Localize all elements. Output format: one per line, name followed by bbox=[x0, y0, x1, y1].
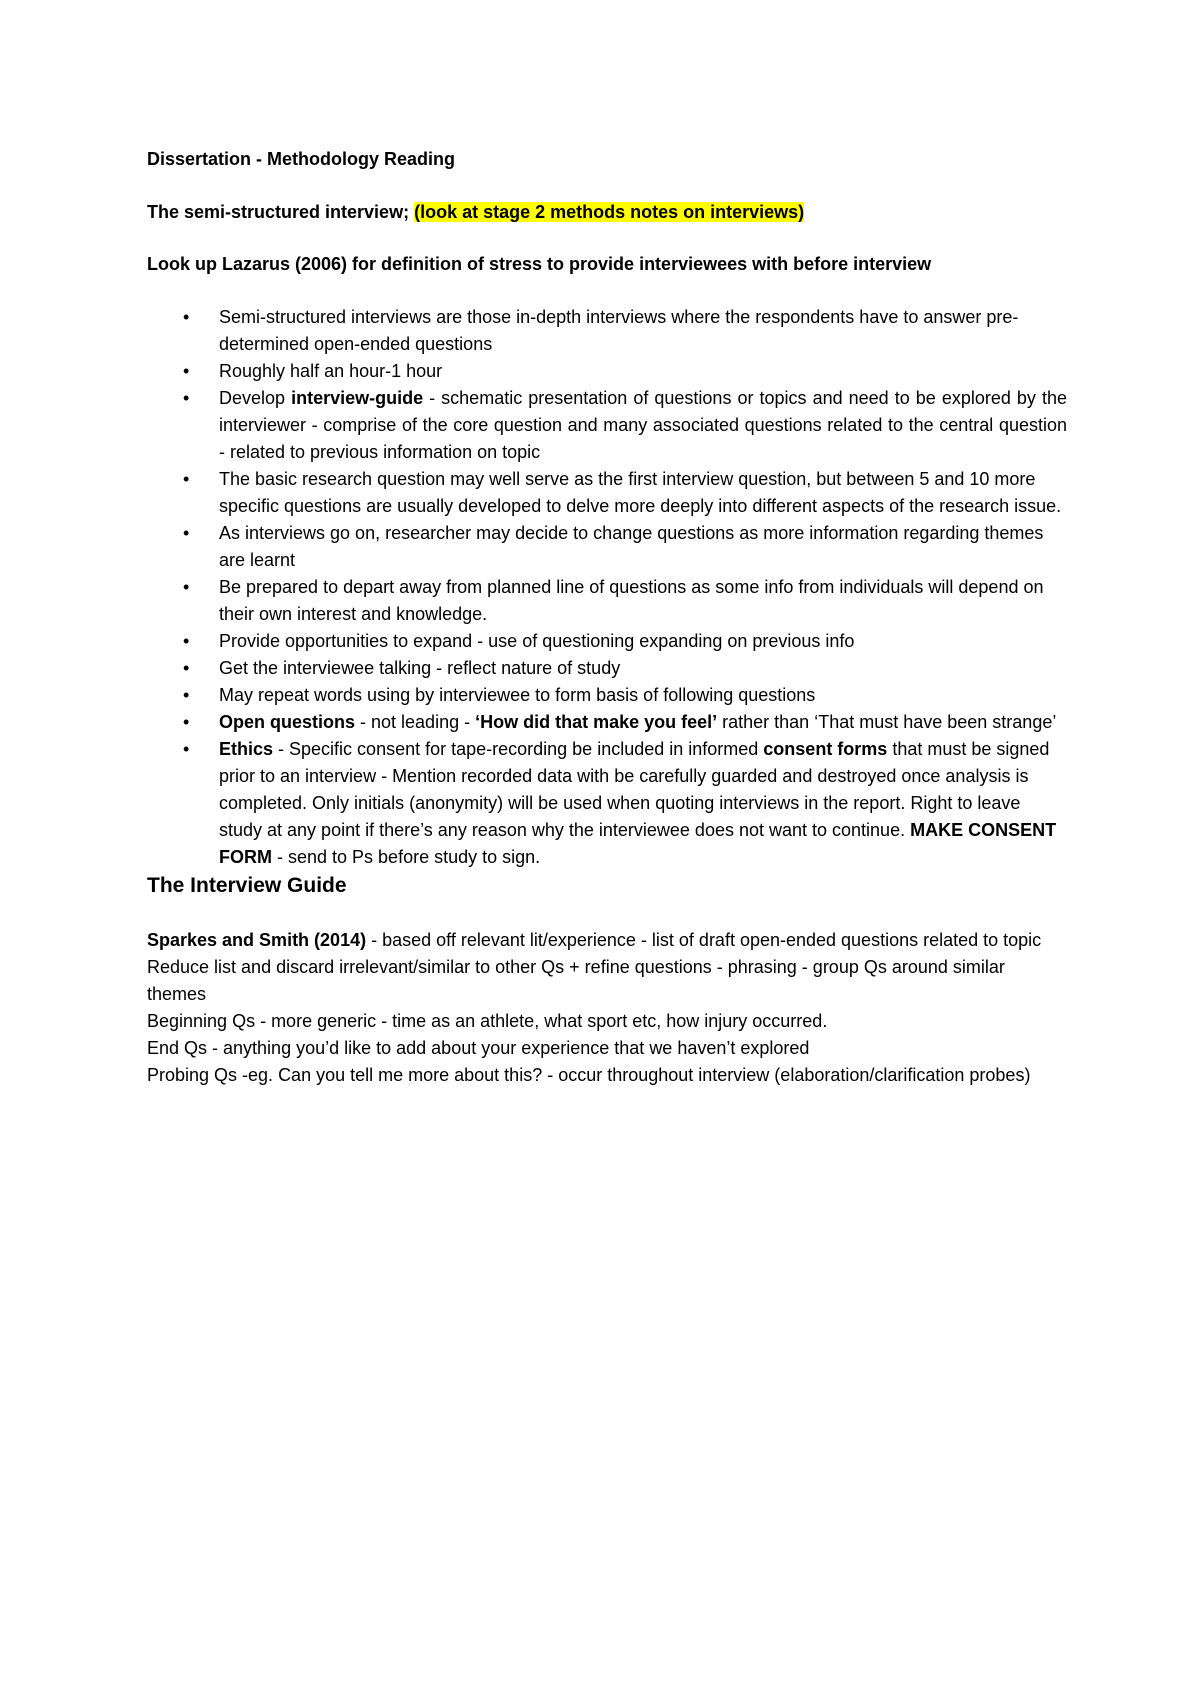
citation: Sparkes and Smith (2014) bbox=[147, 930, 367, 950]
bullet-list-process bbox=[147, 466, 1067, 736]
document-body bbox=[147, 146, 1067, 1089]
consent-forms-term: consent forms bbox=[763, 739, 888, 759]
example-question: ‘How did that make you feel’ bbox=[475, 712, 718, 732]
list-item: • As interviews go on, researcher may decide to change questions as more information regarding themes are learnt bbox=[147, 520, 1067, 574]
document-title: Dissertation - Methodology Reading bbox=[147, 149, 456, 169]
list-item: • Semi-structured interviews are those in-depth interviews where the respondents have to answer pre-determined open-ended questions bbox=[147, 304, 1067, 358]
list-item: • Get the interviewee talking - reflect nature of study bbox=[147, 655, 1067, 682]
reduce-list-paragraph: Reduce list and discard irrelevant/similar to other Qs + refine questions - phrasing - group Qs around similar themes bbox=[147, 957, 1005, 1004]
list-item: • Open questions - not leading - ‘How did that make you feel’ rather than ‘That must have been strange’ bbox=[147, 709, 1067, 736]
open-questions-term: Open questions bbox=[219, 712, 356, 732]
bullet-list-overview bbox=[147, 304, 1067, 466]
highlighted-note: (look at stage 2 methods notes on interviews) bbox=[414, 202, 805, 222]
list-item: • May repeat words using by interviewee to form basis of following questions bbox=[147, 682, 1067, 709]
probing-questions-paragraph: Probing Qs -eg. Can you tell me more about this? - occur throughout interview (elaboration/clarification probes) bbox=[147, 1065, 1031, 1085]
ethics-label: Ethics bbox=[219, 739, 274, 759]
beginning-questions-paragraph: Beginning Qs - more generic - time as an athlete, what sport etc, how injury occurred. bbox=[147, 1011, 828, 1031]
end-questions-paragraph: End Qs - anything you’d like to add about your experience that we haven’t explored bbox=[147, 1038, 810, 1058]
subtitle-main: The semi-structured interview; bbox=[147, 202, 415, 222]
list-item: • Be prepared to depart away from planned line of questions as some info from individuals will depend on their own interest and knowledge. bbox=[147, 574, 1067, 628]
interview-guide-term: interview-guide bbox=[291, 388, 424, 408]
section-subtitle bbox=[147, 199, 1067, 226]
make-consent-form-note: MAKE CONSENT FORM bbox=[219, 820, 1057, 867]
list-item: • Develop interview-guide - schematic presentation of questions or topics and need to be explored by the interviewer - comprise of the core question and many associated questions related to the central question - related to previous information on topic bbox=[147, 385, 1067, 466]
list-item: • The basic research question may well serve as the first interview question, but between 5 and 10 more specific questions are usually developed to delve more deeply into different aspects of the research issue. bbox=[147, 466, 1067, 520]
sparkes-smith-paragraph: Sparkes and Smith (2014) - based off relevant lit/experience - list of draft open-ended questions related to topic bbox=[147, 930, 1042, 950]
list-item: • Roughly half an hour-1 hour bbox=[147, 358, 1067, 385]
lazarus-note: Look up Lazarus (2006) for definition of stress to provide interviewees with before interview bbox=[147, 254, 932, 274]
list-item-ethics: • Ethics - Specific consent for tape-recording be included in informed consent forms that must be signed prior to an interview - Mention recorded data with be carefully guarded and destroyed once analysis is completed. Only initials (anonymity) will be used when quoting interviews in the report. Right to leave study at any point if there’s any reason why the interviewee does not want to continue. MAKE CONSENT FORM - send to Ps before study to sign. bbox=[147, 736, 1067, 871]
interview-guide-heading: The Interview Guide bbox=[147, 874, 347, 897]
bullet-list-ethics bbox=[147, 736, 1067, 871]
list-item: • Provide opportunities to expand - use of questioning expanding on previous info bbox=[147, 628, 1067, 655]
interview-guide-section bbox=[147, 927, 1067, 1089]
